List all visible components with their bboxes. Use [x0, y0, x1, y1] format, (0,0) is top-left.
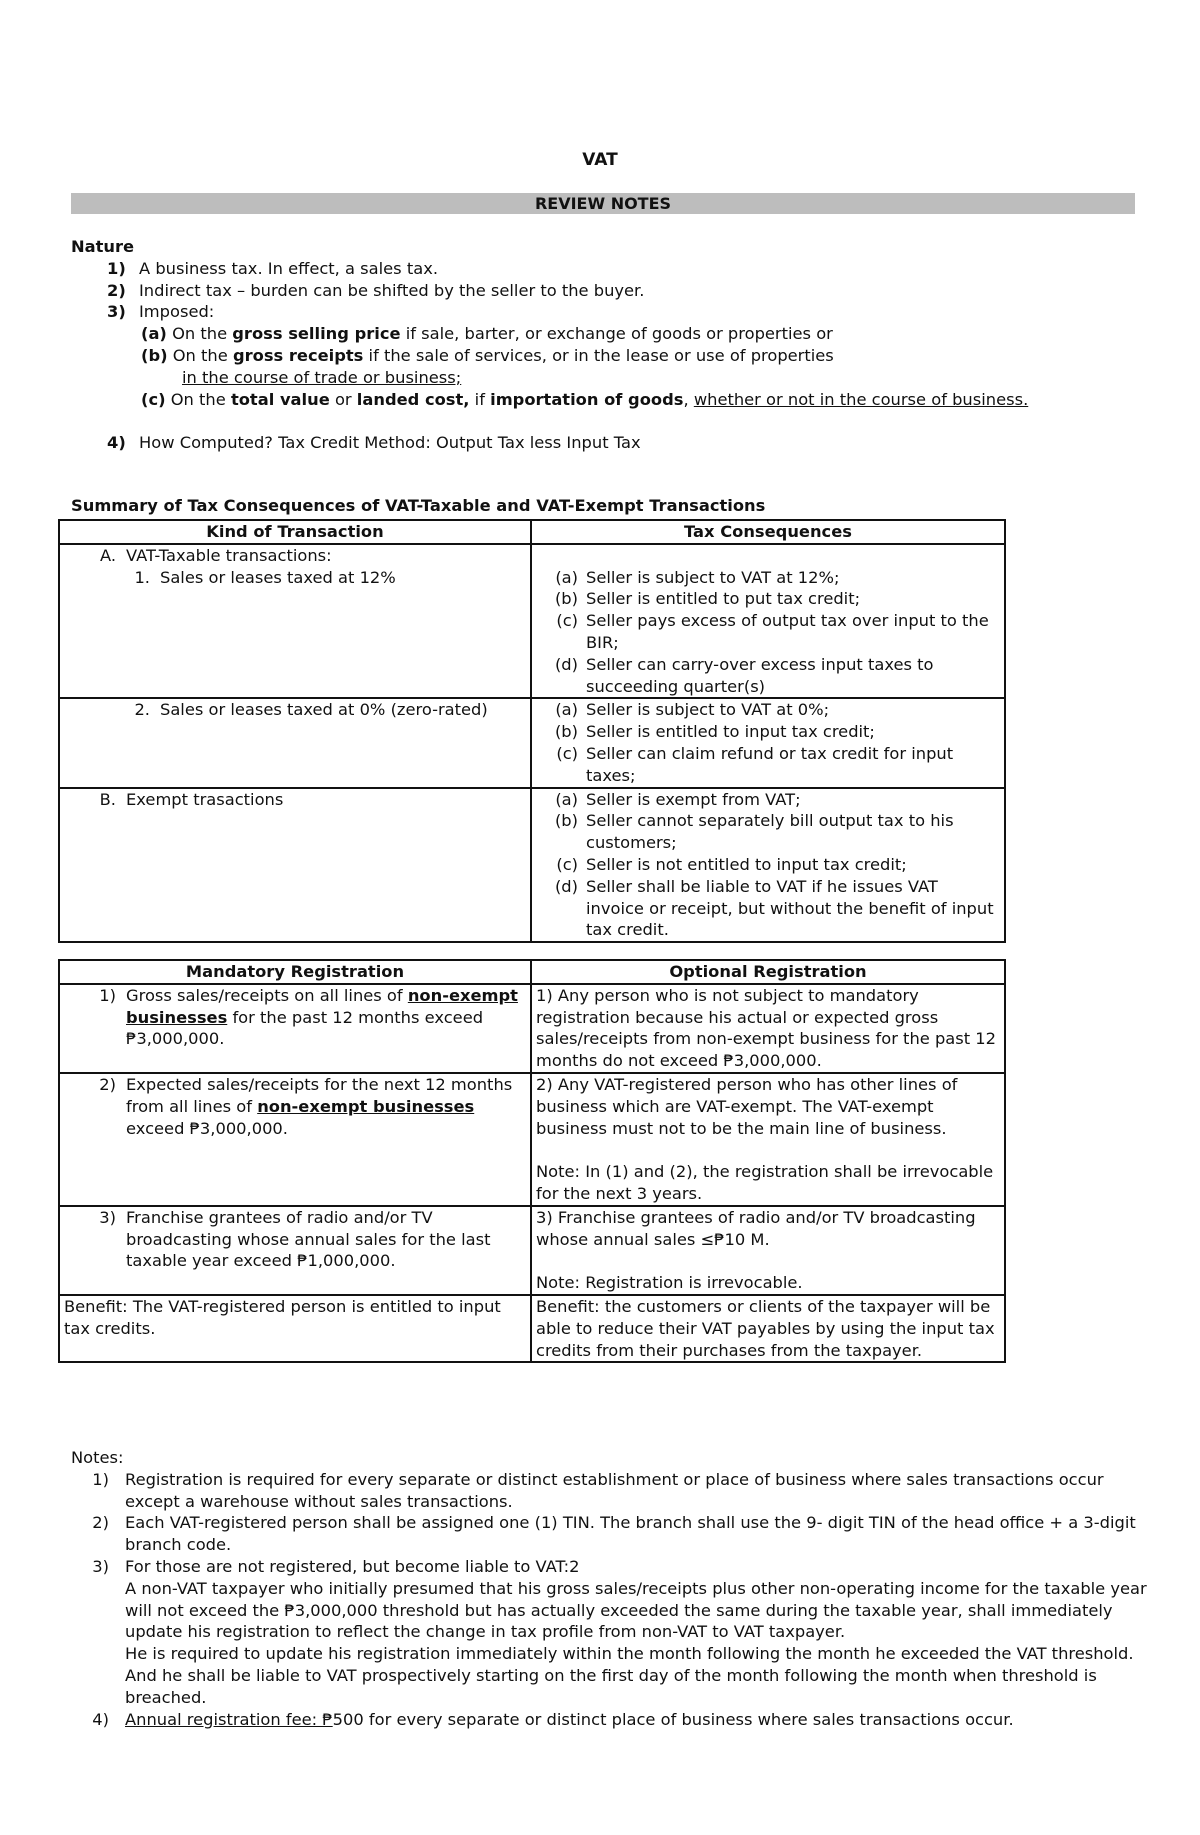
list-item [536, 876, 1000, 941]
optional-cell [531, 1206, 1005, 1295]
item-text: Imposed: [139, 302, 215, 322]
list-item [536, 721, 1000, 743]
imposed-text: if [474, 389, 485, 409]
imposed-text: On the [172, 345, 228, 365]
imposed-a [71, 323, 1141, 345]
item-label: 2) [99, 1074, 116, 1094]
nature-item-2 [71, 280, 1141, 302]
list-item [64, 789, 526, 811]
item-text: Seller pays excess of output tax over input to the BIR; [586, 611, 989, 652]
item-label: (c) [556, 743, 578, 763]
table-row [59, 698, 1005, 787]
item-text: Seller is subject to VAT at 0%; [586, 700, 830, 720]
item-text: Seller is exempt from VAT; [586, 789, 801, 809]
consequence-cell [531, 544, 1005, 699]
table-row [59, 788, 1005, 943]
list-item [64, 699, 526, 721]
table-row [59, 1073, 1005, 1206]
item-label: 4) [92, 1709, 109, 1729]
mandatory-cell [59, 1206, 531, 1295]
item-text: A business tax. In effect, a sales tax. [139, 258, 439, 278]
imposed-text: or [334, 389, 352, 409]
optional-cell [531, 1073, 1005, 1206]
nature-item-1 [71, 258, 1141, 280]
item-text: Seller cannot separately bill output tax to his customers; [586, 811, 954, 853]
kind-cell [59, 698, 531, 787]
item-text: Seller is subject to VAT at 12%; [586, 567, 840, 587]
list-item [64, 1207, 526, 1272]
imposed-text: if sale, barter, or exchange of goods or properties or [405, 324, 833, 344]
item-text: How Computed? Tax Credit Method: Output Tax less Input Tax [139, 433, 641, 453]
item-label: (d) [554, 876, 578, 896]
item-text [125, 1556, 1151, 1709]
list-item [64, 1074, 526, 1139]
list-item [536, 654, 1000, 698]
item-text: Registration is required for every separate or distinct establishment or place of business where sales transactions occur except a warehouse without sales transactions. [125, 1469, 1104, 1511]
optional-text: 1) Any person who is not subject to mandatory registration because his actual or expected gross sales/receipts from non-exempt business for the past 12 months do not exceed ₱3,000,000. [536, 985, 997, 1071]
imposed-bold: total value [230, 389, 330, 409]
table-row [59, 544, 1005, 699]
nature-item-4 [71, 432, 1141, 454]
table-row [59, 1295, 1005, 1362]
benefit-text: Benefit: The VAT-registered person is entitled to input tax credits. [64, 1296, 501, 1338]
item-text: Seller can carry-over excess input taxes to succeeding quarter(s) [586, 654, 934, 696]
list-item [536, 588, 1000, 610]
item-text: VAT-Taxable transactions: [126, 545, 332, 565]
table-header-row [59, 960, 1005, 984]
list-item [64, 545, 526, 567]
item-label: (a) [555, 789, 578, 809]
list-item [536, 743, 1000, 787]
nature-section [71, 236, 1141, 454]
item-text: Franchise grantees of radio and/or TV broadcasting whose annual sales for the last taxable year exceed ₱1,000,000. [126, 1207, 491, 1271]
column-header: Tax Consequences [531, 520, 1005, 544]
optional-text: 3) Franchise grantees of radio and/or TV broadcasting whose annual sales ≤₱10 M. [536, 1207, 976, 1249]
item-label: (a) [555, 700, 578, 720]
notes-heading: Notes: [71, 1448, 124, 1467]
item-label: 2) [92, 1513, 109, 1533]
item-text: Seller shall be liable to VAT if he issues VAT invoice or receipt, but without the benefit of input tax credit. [586, 876, 994, 940]
imposed-underline: whether or not in the course of business. [693, 389, 1029, 409]
item-text [125, 1709, 1151, 1731]
list-item [536, 699, 1000, 721]
item-label: A. [99, 545, 116, 565]
note-item [71, 1709, 1151, 1731]
item-label: (b) [554, 589, 578, 609]
mandatory-cell [59, 984, 531, 1073]
list-item [64, 985, 526, 1050]
imposed-label: (a) [141, 324, 167, 344]
imposed-text: On the [172, 324, 228, 344]
item-text: Seller is not entitled to input tax credit; [586, 854, 907, 874]
item-label: (d) [554, 654, 578, 674]
item-text: Each VAT-registered person shall be assigned one (1) TIN. The branch shall use the 9- digit TIN of the head office + a 3-digit branch code. [125, 1513, 1136, 1555]
note-item [71, 1556, 1151, 1709]
tax-consequences-table [58, 519, 1006, 943]
imposed-bold: gross receipts [232, 345, 364, 365]
optional-text: 2) Any VAT-registered person who has other lines of business which are VAT-exempt. The VAT-exempt business must not to be the main line of business. [536, 1074, 958, 1138]
item-label: (a) [555, 567, 578, 587]
imposed-c [71, 389, 1141, 411]
note-text: 500 for every separate or distinct place of business where sales transactions occur. [332, 1709, 1014, 1729]
item-label: (c) [556, 611, 578, 631]
item-text: Seller can claim refund or tax credit for input taxes; [586, 743, 954, 785]
benefit-cell [531, 1295, 1005, 1362]
item-text: Seller is entitled to put tax credit; [586, 589, 861, 609]
item-label: 1) [92, 1469, 109, 1489]
item-label: 1. [134, 567, 150, 587]
kind-cell [59, 788, 531, 943]
mandatory-cell [59, 1073, 531, 1206]
registration-table [58, 959, 1006, 1363]
imposed-label: (c) [141, 389, 166, 409]
item-label: 3) [92, 1556, 109, 1576]
item-label: (c) [556, 854, 578, 874]
imposed-text: if the sale of services, or in the lease or use of properties [368, 345, 834, 365]
bold-underline: non-exempt businesses [257, 1096, 475, 1116]
list-item [64, 567, 526, 589]
imposed-b [71, 345, 1141, 367]
item-text: Sales or leases taxed at 0% (zero-rated) [160, 700, 488, 720]
nature-item-3 [71, 301, 1141, 323]
table-row [59, 984, 1005, 1073]
item-label: 2. [134, 700, 150, 720]
list-item [536, 854, 1000, 876]
benefit-cell [59, 1295, 531, 1362]
imposed-text: On the [170, 389, 226, 409]
table-header-row [59, 520, 1005, 544]
item-number: 1) [107, 258, 126, 278]
imposed-label: (b) [141, 345, 168, 365]
optional-note: Note: In (1) and (2), the registration shall be irrevocable for the next 3 years. [536, 1162, 994, 1203]
item-text: Gross sales/receipts on all lines of non-exempt businesses for the past 12 months exceed ₱3,000,000. [126, 985, 518, 1049]
benefit-text: Benefit: the customers or clients of the taxpayer will be able to reduce their VAT payables by using the input tax credits from their purchases from the taxpayer. [536, 1296, 995, 1360]
review-notes-banner: REVIEW NOTES [71, 193, 1135, 214]
notes-section [71, 1447, 1151, 1730]
note-paragraph: A non-VAT taxpayer who initially presumed that his gross sales/receipts plus other non-operating income for the taxable year will not exceed the ₱3,000,000 threshold but has actually exceeded the same during the taxable year, shall immediately update his registration to reflect the change in tax profile from non-VAT to VAT taxpayer. [125, 1578, 1147, 1642]
summary-title: Summary of Tax Consequences of VAT-Taxable and VAT-Exempt Transactions [71, 496, 766, 515]
item-text: Indirect tax – burden can be shifted by the seller to the buyer. [139, 280, 645, 300]
note-line: For those are not registered, but become liable to VAT:2 [125, 1556, 580, 1576]
imposed-bold: importation of goods [490, 389, 684, 409]
imposed-text: , [683, 389, 689, 409]
item-number: 4) [107, 433, 126, 453]
note-item [71, 1469, 1151, 1513]
item-label: B. [99, 789, 116, 809]
item-text: Exempt trasactions [126, 789, 284, 809]
optional-note: Note: Registration is irrevocable. [536, 1273, 803, 1293]
note-paragraph: He is required to update his registration immediately within the month following the month he exceeded the VAT threshold. And he shall be liable to VAT prospectively starting on the first day of the month following the month when threshold is breached. [125, 1644, 1134, 1707]
optional-cell [531, 984, 1005, 1073]
underlined-text: Annual registration fee: ₱ [125, 1709, 333, 1729]
item-text: Sales or leases taxed at 12% [160, 567, 396, 587]
nature-heading: Nature [71, 237, 135, 256]
consequence-cell [531, 698, 1005, 787]
imposed-bold: landed cost, [356, 389, 470, 409]
imposed-bold: gross selling price [232, 324, 401, 344]
item-label: (b) [554, 811, 578, 831]
imposed-b-cont [71, 367, 1141, 389]
item-number: 2) [107, 280, 126, 300]
column-header: Kind of Transaction [59, 520, 531, 544]
table-row [59, 1206, 1005, 1295]
item-label: 1) [99, 985, 116, 1005]
item-label: (b) [554, 722, 578, 742]
note-item [71, 1512, 1151, 1556]
document-title: VAT [582, 150, 618, 170]
list-item [536, 610, 1000, 654]
list-item [536, 567, 1000, 589]
imposed-underline: in the course of trade or business; [182, 367, 462, 387]
list-item [536, 789, 1000, 811]
item-label: 3) [99, 1207, 116, 1227]
kind-cell [59, 544, 531, 699]
item-text: Expected sales/receipts for the next 12 months from all lines of non-exempt businesses exceed ₱3,000,000. [126, 1074, 513, 1138]
item-text: Seller is entitled to input tax credit; [586, 722, 875, 742]
bold-underline: non-exempt businesses [126, 985, 518, 1027]
column-header: Optional Registration [531, 960, 1005, 984]
column-header: Mandatory Registration [59, 960, 531, 984]
item-number: 3) [107, 302, 126, 322]
list-item [536, 810, 1000, 854]
consequence-cell [531, 788, 1005, 943]
